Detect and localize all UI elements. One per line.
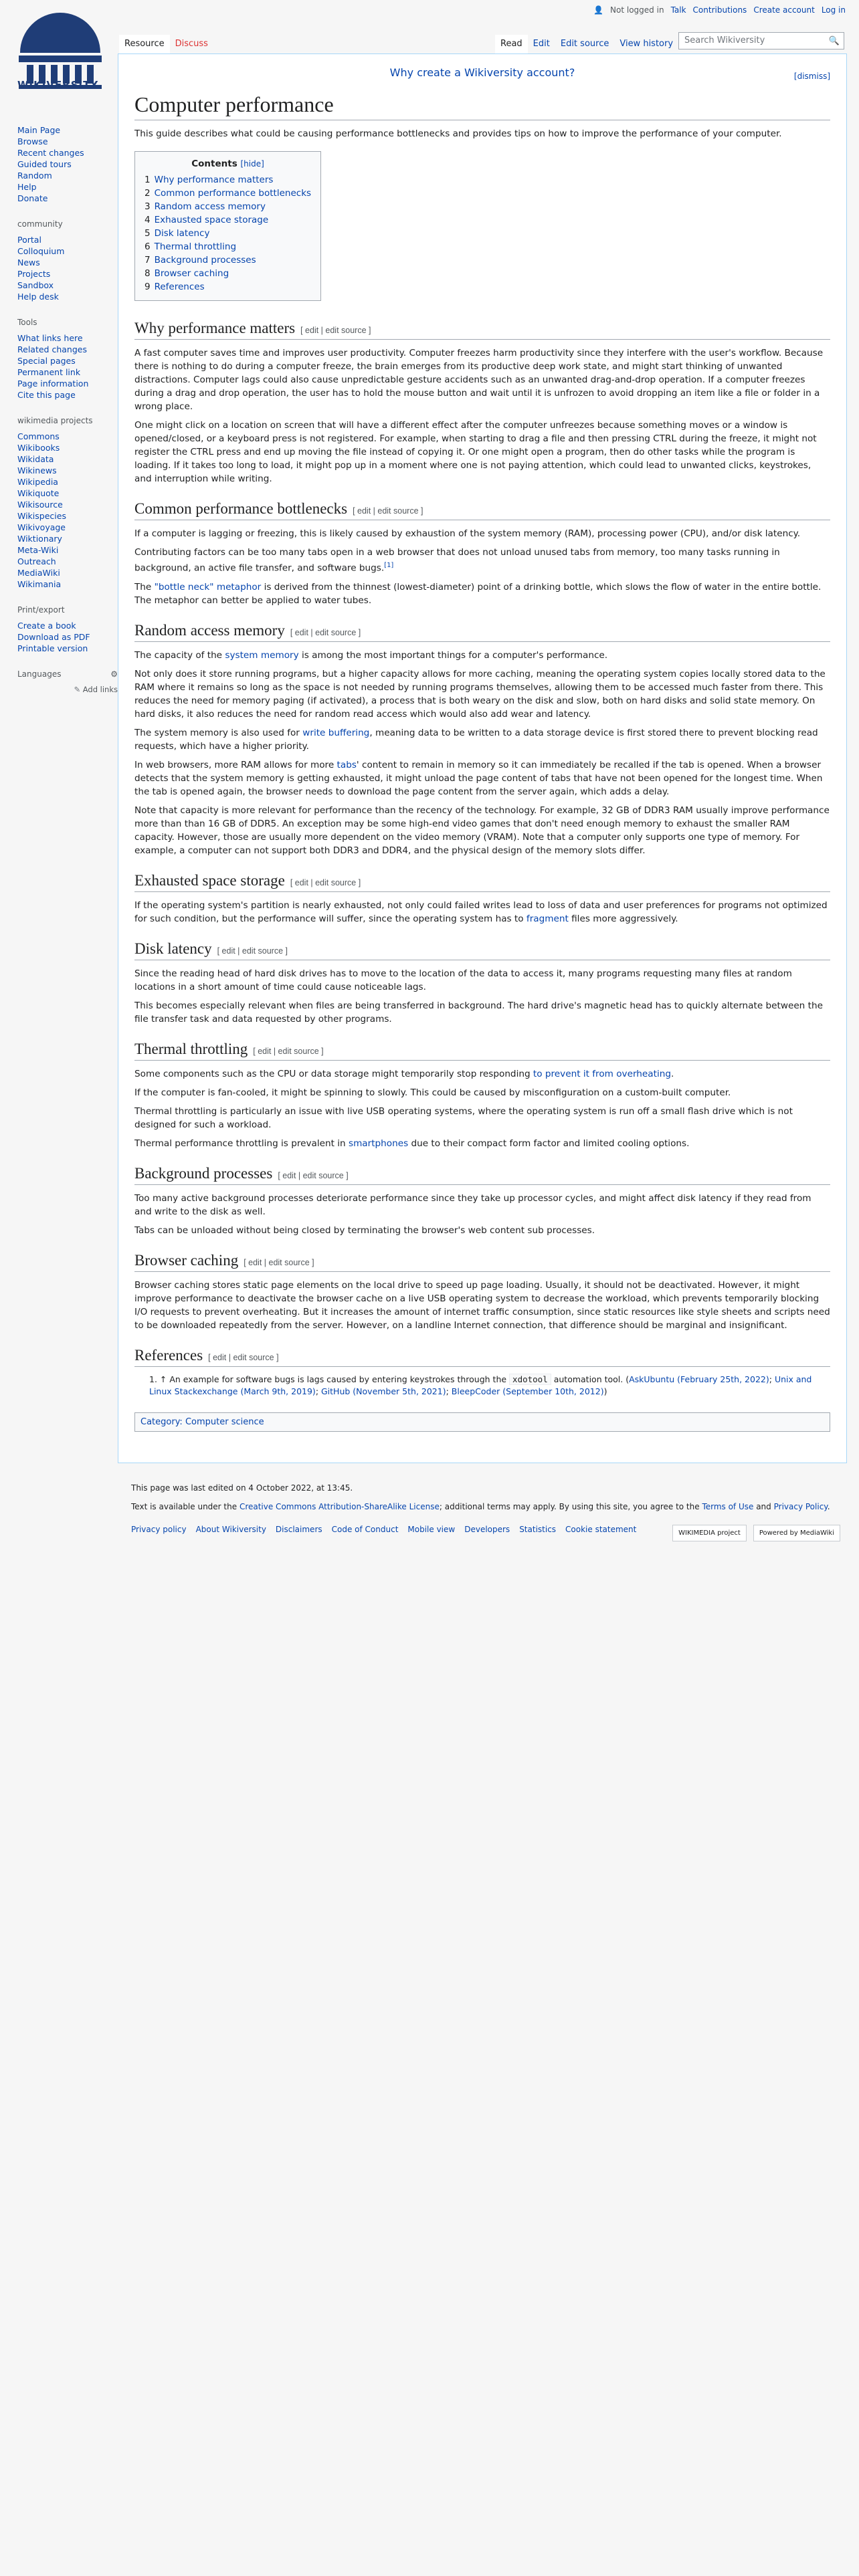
tab-edit[interactable]: Edit [528,35,555,54]
heading-text: Common performance bottlenecks [134,500,348,517]
bottleneck-link[interactable]: "bottle neck" metaphor [154,581,262,593]
paragraph: If the computer is fan-cooled, it might be spinning to slowly. This could be caused by misconfiguration on a custom-built computer. [134,1087,731,1098]
user-icon: 👤 [593,5,604,15]
paragraph: Tabs can be unloaded without being closed by terminating the browser's web content sub processes. [134,1224,595,1236]
sidebar-item[interactable]: Wikibooks [17,443,60,453]
paragraph [134,546,830,575]
sidebar-item[interactable]: Permanent link [17,367,81,377]
ref-askubuntu-link[interactable]: AskUbuntu (February 25th, 2022) [629,1374,769,1384]
sidebar-item[interactable]: Projects [17,269,51,279]
talk-link[interactable]: Talk [670,5,686,15]
sidebar-item[interactable]: Meta-Wiki [17,545,59,555]
sidebar-item[interactable]: Random [17,171,52,181]
sidebar-item[interactable]: Guided tours [17,159,72,169]
toc-item-link[interactable]: Disk latency [154,228,210,239]
toc-item[interactable] [145,253,311,267]
text: The capacity of the [134,649,225,661]
dismiss-link[interactable]: [dismiss] [793,72,830,81]
section-edit-links[interactable]: [ edit | edit source ] [353,506,423,516]
system-memory-link[interactable]: system memory [225,649,299,661]
sidebar-main [17,124,118,204]
section-edit-links[interactable]: [ edit | edit source ] [300,326,371,335]
toc-item-link[interactable]: Thermal throttling [154,241,237,252]
sidebar-item[interactable]: Commons [17,431,60,441]
paragraph: Note that capacity is more relevant for performance than the recency of the technology. For example, 32 GB of DDR3 RAM usually improve performance more than than 16 GB of DDR5. An exception may be some high-end video games that don't need enough memory to exhaust the smaller RAM capacity. However, those are usually more dependent on the video memory (VRAM). Note that a computer only supports one type of memory. For example, a computer can not support both DDR3 and DDR4, and the physical design of the memory slots differ. [134,804,830,856]
paragraph: Too many active background processes deteriorate performance since they take up processor cycles, and might affect disk latency if they read from and write to the disk as well. [134,1192,812,1217]
sidebar-item[interactable]: MediaWiki [17,568,60,578]
paragraph [134,726,830,753]
mediawiki-badge[interactable]: Powered by MediaWiki [753,1525,840,1541]
tab-view-history[interactable]: View history [614,35,678,54]
sidebar-tools [17,317,118,401]
paragraph [134,1137,830,1150]
tab-discuss[interactable]: Discuss [170,35,213,54]
terms-link[interactable]: Terms of Use [702,1502,754,1511]
logo-text: WIKIVERSITY [17,79,99,91]
paragraph: Since the reading head of hard disk drives has to move to the location of the data to access it, many programs requesting many files at random locations in a short amount of time could cause noticeable lags. [134,968,792,992]
text: . [670,1068,674,1079]
toc-item-link[interactable]: Common performance bottlenecks [154,188,312,199]
reference-link[interactable]: [1] [384,562,394,569]
heading-text: Exhausted space storage [134,871,285,889]
pencil-icon: ✎ [74,685,81,694]
toc-item-link[interactable]: Browser caching [154,268,229,279]
footer-link[interactable]: Mobile view [407,1525,456,1534]
section-edit-links[interactable]: [ edit | edit source ] [208,1352,279,1362]
paragraph: Thermal throttling is particularly an issue with live USB operating systems, where the operating system is run off a small flash drive which is not designed for such a workload. [134,1105,793,1130]
references-list: 1. ↑ An example for software bugs is lags caused by entering keystrokes through the xdotool automation tool. (AskUbuntu (February 25th, 2022); Unix and Linux Stackexchange (March 9th, 2019); GitHub (November 5th, 2021); BleepCoder (September 10th, 2012)) [149,1374,812,1396]
paragraph [134,899,830,926]
heading-text: Browser caching [134,1251,239,1269]
sidebar-community [17,219,118,302]
sidebar-item[interactable]: Download as PDF [17,632,90,642]
search-placeholder: Search Wikiversity [684,35,765,45]
text: The system memory is also used for [134,727,303,738]
sidebar [17,124,118,710]
toc-number: 1 [145,175,151,185]
sidebar-heading: Tools [17,318,37,327]
toc-item[interactable] [145,280,311,294]
sidebar-projects [17,415,118,590]
sidebar-item[interactable]: Wiktionary [17,534,62,544]
section-heading [134,622,830,642]
text: is among the most important things for a computer's performance. [298,649,608,661]
sidebar-item[interactable]: Wikipedia [17,477,58,487]
reference-text: 1. ↑ An example for software bugs is lags caused by entering keystrokes through the [149,1374,510,1384]
not-logged-in: Not logged in [610,5,664,15]
last-edited: This page was last edited on 4 October 2022, at 13:45. [131,1483,353,1493]
toc-item-link[interactable]: Why performance matters [154,175,274,185]
sidebar-item[interactable]: Donate [17,193,48,203]
toc-hide-link[interactable]: [hide] [240,159,264,169]
sidebar-item[interactable]: Page information [17,379,89,389]
sidebar-item[interactable]: Special pages [17,356,76,366]
sidebar-item[interactable]: What links here [17,333,83,343]
sidebar-heading: community [17,219,63,229]
main-content [118,53,847,1463]
toc-item[interactable] [145,200,311,213]
sidebar-item[interactable]: Wikispecies [17,511,66,521]
section-heading [134,1041,830,1061]
namespace-tabs [119,35,213,54]
paragraph-text: Contributing factors can be too many tabs open in a web browser that does not unload unused tabs from memory, too many tasks running in background, an active file transfer, and software bugs. [134,547,780,574]
sidebar-item[interactable]: News [17,257,40,267]
paragraph: Browser caching stores static page elements on the local drive to speed up page loading. Usually, it should not be deactivated. However, it might improve performance to deactivate the browser cache on a live USB operating system to decrease the workload, which prevents temporarily blocking I/O requests to prevent overheating. But it increases the amount of internet traffic consumption, since static resources like style sheets and scripts need to be downloaded repeatedly from the server. However, on a landline Internet connection, that difference should be marginal and insignificant. [134,1279,830,1331]
sidebar-item[interactable]: Wikisource [17,500,63,510]
ref-bleepcoder-link[interactable]: BleepCoder (September 10th, 2012) [451,1386,604,1396]
sidebar-item[interactable]: Related changes [17,344,87,354]
toc-number: 2 [145,188,151,199]
text: due to their compact form factor and limited cooling options. [408,1138,690,1149]
section-edit-links[interactable]: [ edit | edit source ] [290,877,361,887]
license-link[interactable]: Creative Commons Attribution-ShareAlike License [239,1502,440,1511]
text: . [827,1502,830,1511]
paragraph: This becomes especially relevant when files are being transferred in background. The hard drive's magnetic head has to quickly alternate between the file transfer task and data requested by other programs. [134,1000,823,1025]
search-icon[interactable]: 🔍 [828,36,840,46]
text: ' content to remain in memory so it can immediately be recalled if the tab is opened. When a browser detects that the system memory is getting exhausted, it might unload the page content of tabs that have not been opened for the longest time. When the tab is opened again, the browser needs to download the page content from the server again, which adds a delay. [134,759,823,797]
toc-item-link[interactable]: Background processes [154,255,256,265]
sidebar-item[interactable]: Main Page [17,125,61,135]
sidebar-item[interactable]: Create a book [17,621,76,631]
section-heading [134,1252,830,1272]
section-heading [134,500,830,520]
paragraph: A fast computer saves time and improves user productivity. Computer freezes harm productivity since they interfere with the user's workflow. Because there is nothing to do during a computer freeze, the brain emerges from its productive deep work state, and might start thinking of unwanted distractions. Computer lags could also cause unpredictable gesture accidents such as an unwanted drag-and-drop operation. If a computer freezes during a drag and drop operation, the user has to hold the mouse button and wait until it is unfrozen to avoid dropping an item like a file or folder in a wrong place. [134,348,824,412]
paragraph: Not only does it store running programs, but a higher capacity allows for more caching, meaning the operating system copies locally stored data to the RAM where it remains so long as the space is not needed by running programs themselves, allowing them to be accessed much faster from there. This reduces the need for memory paging (if activated), a process that is both weary on the disk and slow, both on hard disks and solid state memory. On hard disks, it also reduces the need for random read access which would also add wear and latency. [134,668,826,720]
text: The [134,581,155,593]
wikimedia-badge[interactable]: WIKIMEDIA project [672,1525,747,1541]
footer-link[interactable]: About Wikiversity [195,1525,266,1534]
toc-number: 3 [145,201,151,212]
sidebar-print [17,605,118,654]
search-input[interactable] [678,32,844,49]
gear-icon[interactable]: ⚙ [110,669,118,679]
text: If the operating system's partition is nearly exhausted, not only could failed writes lead to loss of data and user preferences for programs not optimized for such condition, but the performance will suffer, since the operating system has to [134,899,828,924]
toc-number: 6 [145,241,151,252]
ref-github-link[interactable]: GitHub (November 5th, 2021) [321,1386,446,1396]
sidebar-heading: Languages [17,669,62,679]
section-edit-links[interactable]: [ edit | edit source ] [217,946,288,956]
add-links-link[interactable]: Add links [82,685,118,694]
footer-link[interactable]: Developers [464,1525,510,1534]
smartphones-link[interactable]: smartphones [348,1138,409,1149]
footer-badges [672,1525,840,1541]
category-link[interactable]: Computer science [185,1416,264,1427]
heading-text: Why performance matters [134,320,296,336]
login-link[interactable]: Log in [821,5,846,15]
section-edit-links[interactable]: [ edit | edit source ] [244,1257,314,1267]
paragraph [134,758,830,798]
section-edit-links[interactable]: [ edit | edit source ] [290,627,361,637]
sidebar-item[interactable]: Help desk [17,292,59,302]
section-heading [134,1165,830,1185]
sidebar-languages [17,669,118,695]
paragraph: If a computer is lagging or freezing, this is likely caused by exhaustion of the system memory (RAM), processing power (CPU), and/or disk latency. [134,528,801,539]
privacy-link[interactable]: Privacy Policy [773,1502,828,1511]
create-account-link[interactable]: Create account [753,5,815,15]
toc-item[interactable] [145,227,311,240]
sidebar-item[interactable]: Wikinews [17,465,57,475]
section-edit-links[interactable]: [ edit | edit source ] [253,1046,324,1056]
text: and [753,1502,774,1511]
sidebar-item[interactable]: Wikivoyage [17,522,66,532]
section-heading [134,320,830,340]
reference-text: automation tool. [551,1374,626,1384]
sidebar-heading: wikimedia projects [17,416,93,425]
text: ; additional terms may apply. By using this site, you agree to the [439,1502,702,1511]
text: Text is available under the [131,1502,240,1511]
toc-item[interactable] [145,187,311,200]
tabs-link[interactable]: tabs [337,759,357,770]
footer-link[interactable]: Privacy policy [131,1525,187,1534]
write-buffering-link[interactable]: write buffering [302,727,370,738]
toc-number: 8 [145,268,151,279]
overheating-link[interactable]: to prevent it from overheating [533,1068,671,1079]
footer-link[interactable]: Cookie statement [565,1525,637,1534]
sidebar-item[interactable]: Printable version [17,643,88,653]
section-heading [134,1347,830,1367]
sidebar-item[interactable]: Sandbox [17,280,54,290]
toc-item-link[interactable]: References [154,282,205,292]
heading-text: Thermal throttling [134,1040,248,1057]
code-xdotool: xdotool [509,1374,551,1385]
site-notice[interactable]: Why create a Wikiversity account? [389,66,575,79]
toc-number: 5 [145,228,151,239]
sidebar-heading: Print/export [17,605,65,615]
heading-text: Disk latency [134,940,212,957]
text: Some components such as the CPU or data storage might temporarily stop responding [134,1068,533,1079]
toc-item-link[interactable]: Exhausted space storage [154,215,269,225]
footer-link[interactable]: Disclaimers [275,1525,322,1534]
page-title: Computer performance [134,92,830,120]
sidebar-item[interactable]: Browse [17,136,48,146]
personal-tools [593,5,846,15]
text: files more aggressively. [568,913,678,924]
text: is derived from the thinnest (lowest-diameter) point of a drinking bottle, which slows the flow of water in the entire bottle. The metaphor can better be applied to water tubes. [134,581,822,606]
text: , meaning data to be written to a data storage device is first stored there to prevent blocking read requests, which have a higher priority. [134,727,818,752]
paragraph [134,1067,830,1081]
footer-link[interactable]: Statistics [519,1525,557,1534]
toc-number: 4 [145,215,151,225]
toc-item-link[interactable]: Random access memory [154,201,266,212]
sidebar-item[interactable]: Outreach [17,556,56,566]
text: Thermal performance throttling is prevalent in [134,1138,349,1149]
fragment-link[interactable]: fragment [526,913,569,924]
text: In web browsers, more RAM allows for more [134,759,337,770]
toc-item[interactable] [145,240,311,253]
contributions-link[interactable]: Contributions [692,5,747,15]
heading-text: Random access memory [134,621,285,639]
footer [131,1483,840,1537]
sidebar-item[interactable]: Portal [17,235,41,245]
section-edit-links[interactable]: [ edit | edit source ] [278,1170,349,1180]
toc-title: Contents [191,158,237,169]
section-heading [134,940,830,960]
tab-resource[interactable]: Resource [119,35,170,54]
license-text [131,1502,840,1511]
toc-item[interactable] [145,267,311,280]
paragraph [134,649,830,662]
tab-edit-source[interactable]: Edit source [555,35,614,54]
intro-text: This guide describes what could be causing performance bottlenecks and provides tips on how to improve the performance of your computer. [134,128,782,139]
view-tabs [495,35,678,54]
toc-number: 7 [145,255,151,265]
footer-link[interactable]: Code of Conduct [331,1525,399,1534]
sidebar-item[interactable]: Wikidata [17,454,54,464]
ref-stackexchange-link[interactable]: Unix and Linux Stackexchange (March 9th, 2019) [149,1374,812,1396]
paragraph: One might click on a location on screen that will have a different effect after the computer unfreezes because something moves or a window is opened/closed, or a keyboard press is not registered. For example, when starting to drag a file and then pressing CTRL during the freeze, it might not register the CTRL press and end up moving the file instead of copying it. Or one might open a program, then do other tasks while the program is loading. If it takes too long to load, it might pop up in a moment where one is not paying attention, which could lead to unwanted clicks, keystrokes, and interruption while writing. [134,420,817,484]
toc-number: 9 [145,282,151,292]
section-heading [134,872,830,892]
heading-text: Background processes [134,1164,273,1182]
tab-read[interactable]: Read [495,35,528,54]
toc-item[interactable] [145,213,311,227]
sidebar-item[interactable]: Help [17,182,37,192]
table-of-contents [134,151,321,301]
sidebar-item[interactable]: Recent changes [17,148,84,158]
sidebar-item[interactable]: Wikiquote [17,488,60,498]
heading-text: References [134,1346,203,1364]
sidebar-item[interactable]: Colloquium [17,246,65,256]
toc-item[interactable] [145,173,311,187]
sidebar-item[interactable]: Cite this page [17,390,76,400]
paragraph [134,580,830,607]
sidebar-item[interactable]: Wikimania [17,579,62,589]
category-label[interactable]: Category: [140,1416,183,1427]
category-box [134,1412,830,1432]
